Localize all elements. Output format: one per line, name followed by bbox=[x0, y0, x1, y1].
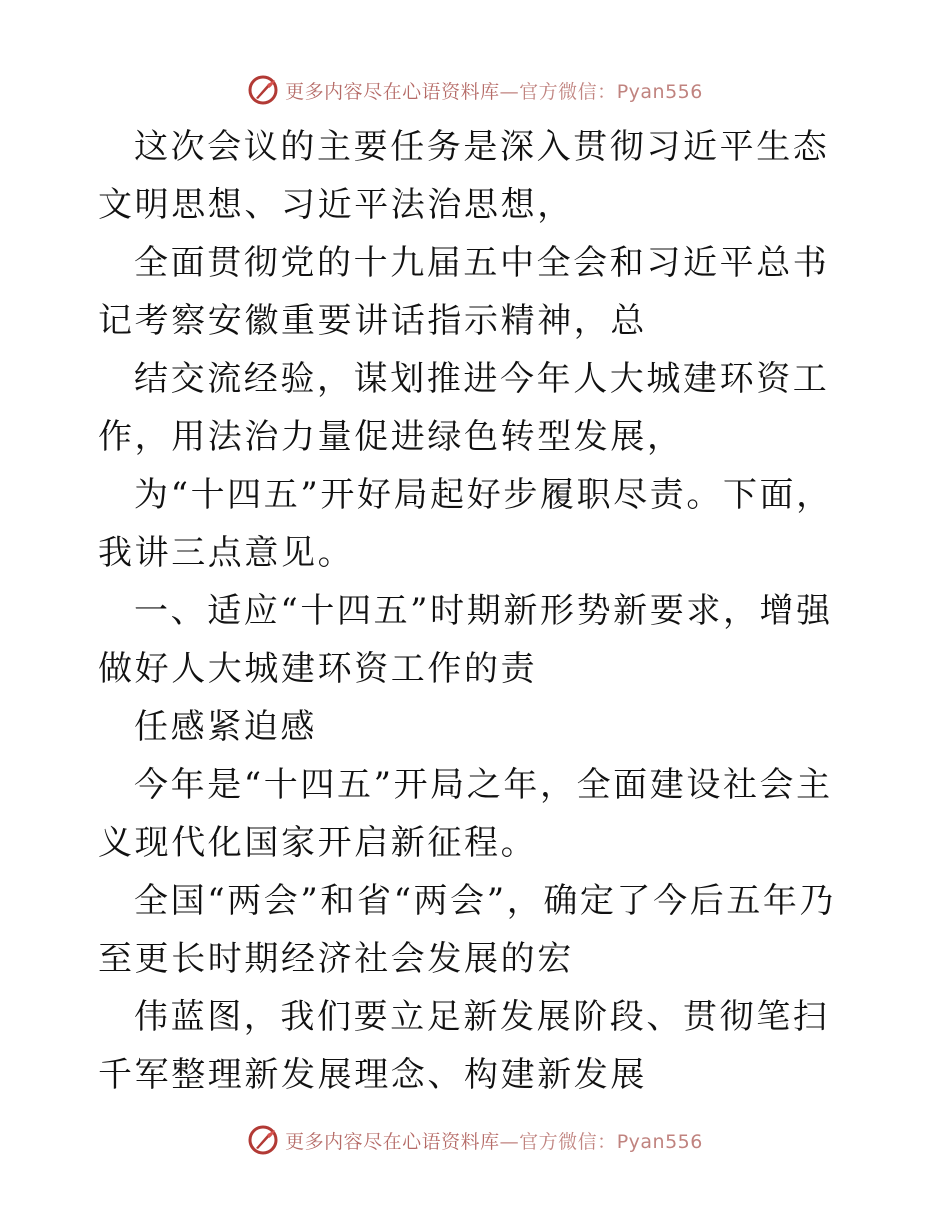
quill-logo-icon bbox=[247, 74, 279, 106]
watermark-dash: — bbox=[499, 1130, 520, 1153]
paragraph: 今年是“十四五”开局之年，全面建设社会主义现代化国家开启新征程。 bbox=[98, 765, 833, 863]
paragraph: 为“十四五”开好局起好步履职尽责。下面，我讲三点意见。 bbox=[98, 475, 833, 573]
watermark-text bbox=[285, 77, 703, 104]
watermark-dash: — bbox=[499, 80, 520, 103]
header-watermark bbox=[0, 70, 950, 110]
section-heading: 一、适应“十四五”时期新形势新要求，增强做好人大城建环资工作的责 bbox=[98, 591, 833, 689]
paragraph: 全国“两会”和省“两会”，确定了今后五年乃至更长时期经济社会发展的宏 bbox=[98, 881, 837, 979]
paragraph: 这次会议的主要任务是深入贯彻习近平生态文明思想、习近平法治思想， bbox=[98, 127, 830, 225]
watermark-site-text: 更多内容尽在心语资料库 bbox=[285, 1130, 500, 1153]
paragraph: 全面贯彻党的十九届五中全会和习近平总书记考察安徽重要讲话指示精神，总 bbox=[98, 243, 830, 341]
watermark-wechat-id: Pyan556 bbox=[616, 80, 703, 103]
document-body bbox=[98, 118, 858, 1104]
watermark-official-text: 官方微信： bbox=[519, 1130, 617, 1153]
quill-logo-icon bbox=[247, 1124, 279, 1156]
footer-watermark bbox=[0, 1120, 950, 1160]
watermark-text bbox=[285, 1127, 703, 1154]
section-heading-continued: 任感紧迫感 bbox=[134, 707, 317, 747]
watermark-official-text: 官方微信： bbox=[519, 80, 617, 103]
watermark-site-text: 更多内容尽在心语资料库 bbox=[285, 80, 500, 103]
paragraph: 伟蓝图，我们要立足新发展阶段、贯彻笔扫千军整理新发展理念、构建新发展 bbox=[98, 997, 830, 1095]
watermark-wechat-id: Pyan556 bbox=[616, 1130, 703, 1153]
paragraph: 结交流经验，谋划推进今年人大城建环资工作，用法治力量促进绿色转型发展， bbox=[98, 359, 830, 457]
